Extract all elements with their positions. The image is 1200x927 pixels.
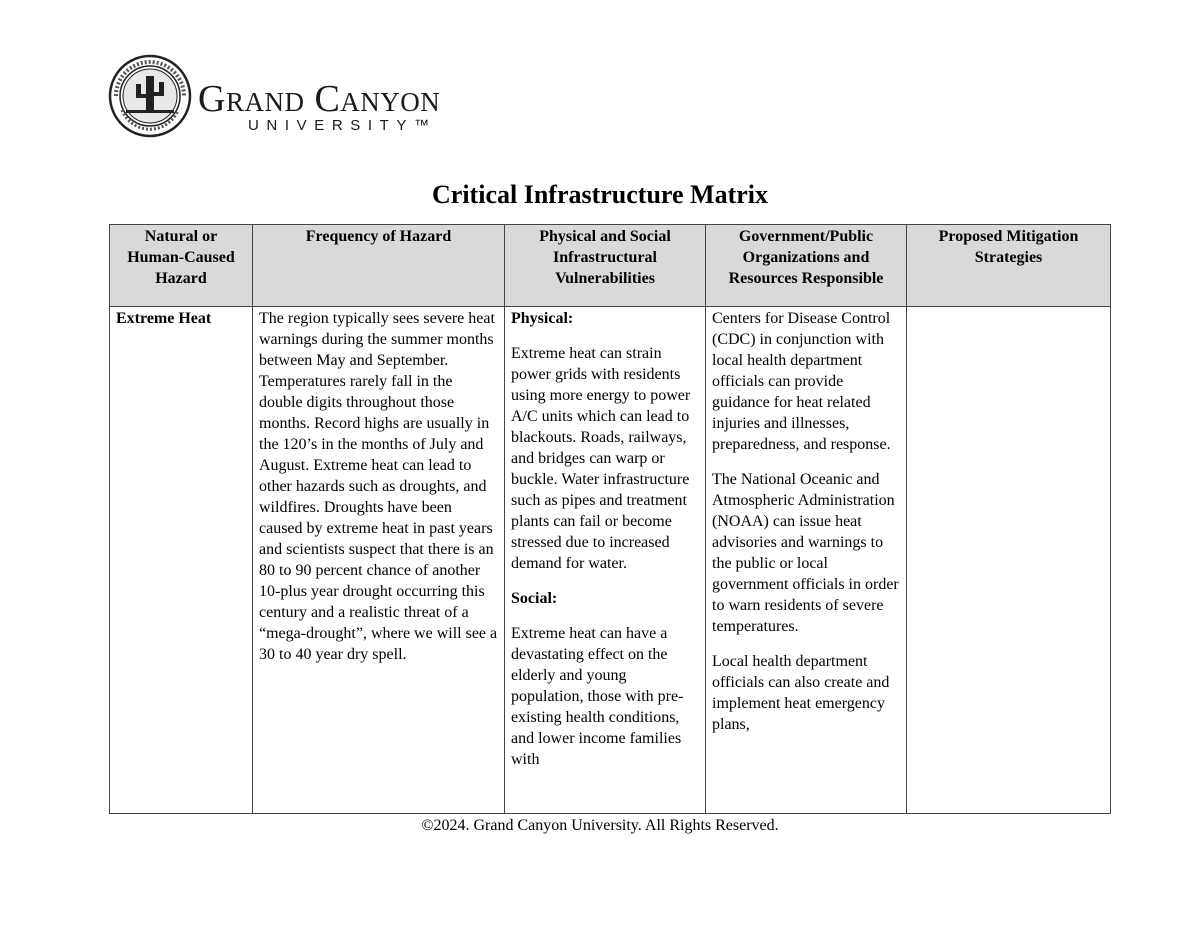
- header-vulnerabilities: Physical and Social Infrastructural Vulnerabilities: [505, 225, 706, 307]
- university-logo: [108, 54, 488, 142]
- cell-organizations: [706, 307, 907, 814]
- mitigation-text[interactable]: [913, 308, 1104, 812]
- social-label: Social:: [511, 590, 558, 607]
- organizations-paragraph-2: The National Oceanic and Atmospheric Administration (NOAA) can issue heat advisories and warnings to the public or local government officials in order to warn residents of severe temperatures.: [712, 471, 899, 635]
- cell-frequency: [253, 307, 505, 814]
- copyright-footer: ©2024. Grand Canyon University. All Rights Reserved.: [421, 817, 779, 834]
- table-header-row: [110, 225, 1111, 307]
- table-row: [110, 307, 1111, 814]
- university-seal-icon: [108, 54, 192, 138]
- social-text: Extreme heat can have a devastating effect on the elderly and young population, those with pre-existing health conditions, and lower income families with: [511, 625, 684, 768]
- infrastructure-matrix-table: [109, 224, 1111, 814]
- physical-text: Extreme heat can strain power grids with residents using more energy to power A/C units which can lead to blackouts. Roads, railways, and bridges can warp or buckle. Water infrastructure such as pipes and treatment plants can fail or become stressed due to increased demand for water.: [511, 345, 691, 572]
- frequency-text: The region typically sees severe heat warnings during the summer months between May and September. Temperatures rarely fall in the double digits throughout those months. Record highs are usually in the 120’s in the months of July and August. Extreme heat can lead to other hazards such as droughts, and wildfires. Droughts have been caused by extreme heat in past years and scientists suspect that there is an 80 to 90 percent chance of another 10-plus year drought occurring this century and a realistic threat of a “mega-drought”, where we will see a 30 to 40 year dry spell.: [259, 310, 498, 663]
- header-hazard: Natural or Human-Caused Hazard: [110, 225, 253, 307]
- header-organizations: Government/Public Organizations and Resources Responsible: [706, 225, 907, 307]
- page-title: Critical Infrastructure Matrix: [432, 180, 768, 209]
- organizations-paragraph-3: Local health department officials can also create and implement heat emergency plans,: [712, 653, 890, 733]
- cell-vulnerabilities: [505, 307, 706, 814]
- physical-label: Physical:: [511, 310, 574, 327]
- logo-name-line1: Grand Canyon: [198, 78, 441, 120]
- logo-name-line2: UNIVERSITY™: [248, 117, 437, 134]
- hazard-name: Extreme Heat: [116, 310, 212, 327]
- header-frequency: Frequency of Hazard: [253, 225, 505, 307]
- cell-mitigation[interactable]: [907, 307, 1111, 814]
- cell-hazard: [110, 307, 253, 814]
- organizations-paragraph-1: Centers for Disease Control (CDC) in conjunction with local health department officials can provide guidance for heat related injuries and illnesses, preparedness, and response.: [712, 310, 891, 453]
- header-mitigation: Proposed Mitigation Strategies: [907, 225, 1111, 307]
